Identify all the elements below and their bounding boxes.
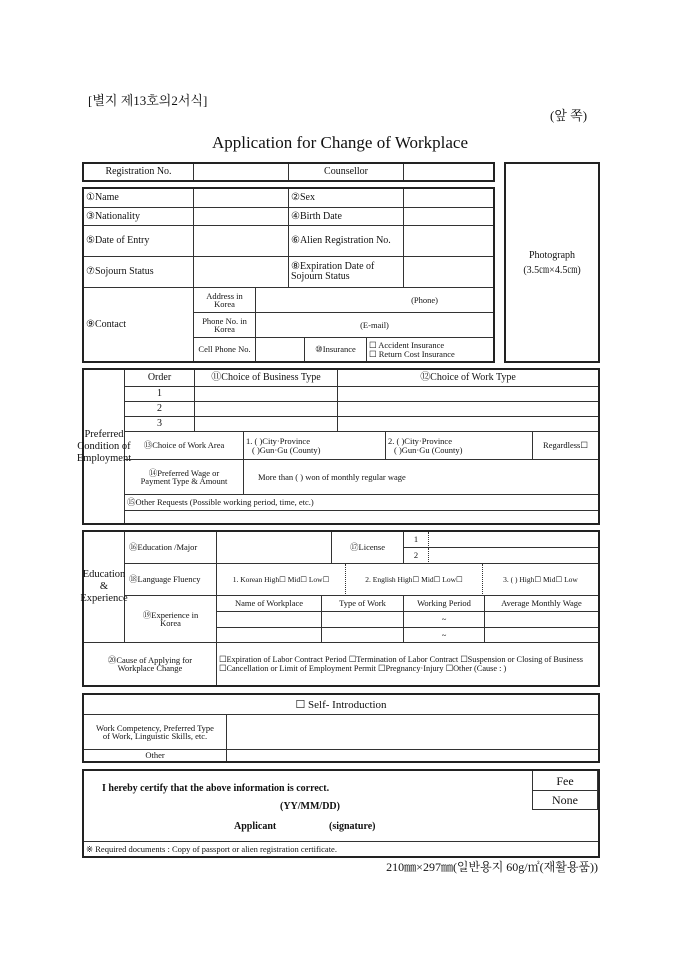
- contact-label: ⑨Contact: [84, 288, 194, 361]
- applicant-label: Applicant: [234, 821, 277, 832]
- self-introduction-table: [82, 693, 600, 763]
- nationality-label: ③Nationality: [84, 208, 194, 226]
- date-field[interactable]: (YY/MM/DD): [280, 801, 340, 812]
- cause-label: ⑳Cause of Applying for Workplace Change: [84, 643, 217, 685]
- business-type-field[interactable]: [195, 402, 338, 417]
- page-side: (앞 쪽): [550, 108, 588, 123]
- counsellor-field[interactable]: [404, 164, 493, 180]
- phone-email-field[interactable]: (E-mail): [256, 313, 493, 338]
- cause-options[interactable]: [217, 643, 598, 685]
- photo-size: (3.5㎝×4.5㎝): [523, 264, 581, 276]
- work-area-2[interactable]: [386, 432, 533, 460]
- alien-registration-field[interactable]: [404, 226, 493, 257]
- working-period-header: Working Period: [404, 596, 485, 612]
- order-header: Order: [125, 370, 195, 387]
- cell-phone-field[interactable]: [256, 338, 305, 361]
- self-introduction-header: ☐ Self- Introduction: [84, 695, 598, 715]
- alien-registration-label: ⑥Alien Registration No.: [289, 226, 404, 257]
- fee-value: None: [532, 791, 598, 810]
- certify-statement: I hereby certify that the above information is correct.: [102, 783, 330, 794]
- experience-label: ⑲Experience in Korea: [125, 596, 217, 643]
- area-1-county: ( )Gun·Gu (County): [252, 444, 321, 455]
- name-label: ①Name: [84, 189, 194, 208]
- preferred-section-label: Preferred Condition of Employment: [84, 370, 125, 523]
- education-label: ⑯Education /Major: [125, 532, 217, 564]
- cause-line-2[interactable]: ☐Cancellation or Limit of Employment Permit ☐Pregnancy·Injury ☐Other (Cause : ): [219, 664, 507, 673]
- accident-insurance-checkbox[interactable]: ☐ Accident Insurance: [369, 340, 445, 350]
- education-table: [82, 530, 600, 687]
- other-field[interactable]: [227, 750, 598, 761]
- education-section-label: Education & Experience: [84, 532, 125, 643]
- working-period-field[interactable]: ~: [404, 628, 485, 643]
- birth-date-label: ④Birth Date: [289, 208, 404, 226]
- personal-info-table: [82, 187, 495, 363]
- language-korean[interactable]: 1. Korean High☐ Mid☐ Low☐: [217, 564, 346, 596]
- counsellor-label: Counsellor: [289, 164, 404, 180]
- working-period-field[interactable]: ~: [404, 612, 485, 628]
- experience-field[interactable]: [217, 612, 322, 628]
- experience-field[interactable]: [322, 628, 404, 643]
- language-english[interactable]: 2. English High☐ Mid☐ Low☐: [346, 564, 483, 596]
- license-1-number: 1: [404, 532, 429, 548]
- experience-field[interactable]: [485, 612, 598, 628]
- expiration-date-label: ⑧Expiration Date of Sojourn Status: [289, 257, 404, 288]
- paper-spec: 210㎜×297㎜(일반용지 60g/㎡(재활용품)): [386, 860, 598, 874]
- work-type-header: Type of Work: [322, 596, 404, 612]
- sojourn-status-label: ⑦Sojourn Status: [84, 257, 194, 288]
- preferred-conditions-table: [76, 368, 600, 525]
- business-type-field[interactable]: [195, 417, 338, 432]
- work-type-field[interactable]: [338, 402, 598, 417]
- name-field[interactable]: [194, 189, 289, 208]
- work-type-field[interactable]: [338, 417, 598, 432]
- other-requests-field[interactable]: [125, 511, 598, 523]
- order-2: 2: [125, 402, 195, 417]
- certification-section: [82, 769, 600, 858]
- registration-label: Registration No.: [84, 164, 194, 180]
- sojourn-status-field[interactable]: [194, 257, 289, 288]
- registration-table: [82, 162, 495, 182]
- photo-box[interactable]: [504, 162, 600, 363]
- license-2-field[interactable]: [429, 548, 598, 564]
- education-field[interactable]: [217, 532, 332, 564]
- form-number: [별지 제13호의2서식]: [88, 93, 208, 108]
- license-1-field[interactable]: [429, 532, 598, 548]
- work-area-label: ⑬Choice of Work Area: [125, 432, 244, 460]
- experience-field[interactable]: [322, 612, 404, 628]
- address-field[interactable]: (Phone): [256, 288, 493, 313]
- language-label: ⑱Language Fluency: [125, 564, 217, 596]
- workplace-name-header: Name of Workplace: [217, 596, 322, 612]
- other-label: Other: [84, 750, 227, 761]
- sex-label: ②Sex: [289, 189, 404, 208]
- cause-line-1[interactable]: ☐Expiration of Labor Contract Period ☐Termination of Labor Contract ☐Suspension or Closing of Business: [219, 655, 583, 664]
- area-2-county: ( )Gun·Gu (County): [394, 444, 463, 455]
- regardless-checkbox[interactable]: Regardless☐: [533, 432, 598, 460]
- wage-field[interactable]: More than ( ) won of monthly regular wage: [244, 460, 598, 495]
- work-area-1[interactable]: [244, 432, 386, 460]
- return-cost-insurance-checkbox[interactable]: ☐ Return Cost Insurance: [369, 348, 455, 359]
- phone-label: Phone No. in Korea: [194, 313, 256, 338]
- area-2-city: 2. ( )City·Province: [388, 436, 452, 446]
- sex-field[interactable]: [404, 189, 493, 208]
- license-2-number: 2: [404, 548, 429, 564]
- entry-date-field[interactable]: [194, 226, 289, 257]
- experience-field[interactable]: [485, 628, 598, 643]
- license-label: ⑰License: [332, 532, 404, 564]
- business-type-field[interactable]: [195, 387, 338, 402]
- order-3: 3: [125, 417, 195, 432]
- expiration-date-field[interactable]: [404, 257, 493, 288]
- work-type-field[interactable]: [338, 387, 598, 402]
- language-other[interactable]: 3. ( ) High☐ Mid☐ Low: [483, 564, 598, 596]
- nationality-field[interactable]: [194, 208, 289, 226]
- business-type-header: ⑪Choice of Business Type: [195, 370, 338, 387]
- insurance-label: ⑩Insurance: [305, 338, 367, 361]
- required-documents: ※ Required documents : Copy of passport or alien registration certificate.: [84, 841, 598, 856]
- registration-field[interactable]: [194, 164, 289, 180]
- wage-label: ⑭Preferred Wage or Payment Type & Amount: [125, 460, 244, 495]
- address-label: Address in Korea: [194, 288, 256, 313]
- order-1: 1: [125, 387, 195, 402]
- competency-field[interactable]: [227, 715, 598, 750]
- cell-phone-label: Cell Phone No.: [194, 338, 256, 361]
- birth-date-field[interactable]: [404, 208, 493, 226]
- work-type-header: ⑫Choice of Work Type: [338, 370, 598, 387]
- photo-label: Photograph: [528, 249, 576, 261]
- fee-label: Fee: [532, 771, 598, 791]
- entry-date-label: ⑤Date of Entry: [84, 226, 194, 257]
- area-1-city: 1. ( )City·Province: [246, 436, 310, 446]
- monthly-wage-header: Average Monthly Wage: [485, 596, 598, 612]
- signature-field[interactable]: (signature): [329, 821, 376, 832]
- competency-label: Work Competency, Preferred Type of Work, Linguistic Skills, etc.: [84, 715, 227, 750]
- experience-field[interactable]: [217, 628, 322, 643]
- other-requests-label: ⑮Other Requests (Possible working period, time, etc.): [125, 495, 598, 511]
- insurance-options: [367, 338, 493, 361]
- page-title: Application for Change of Workplace: [211, 133, 469, 152]
